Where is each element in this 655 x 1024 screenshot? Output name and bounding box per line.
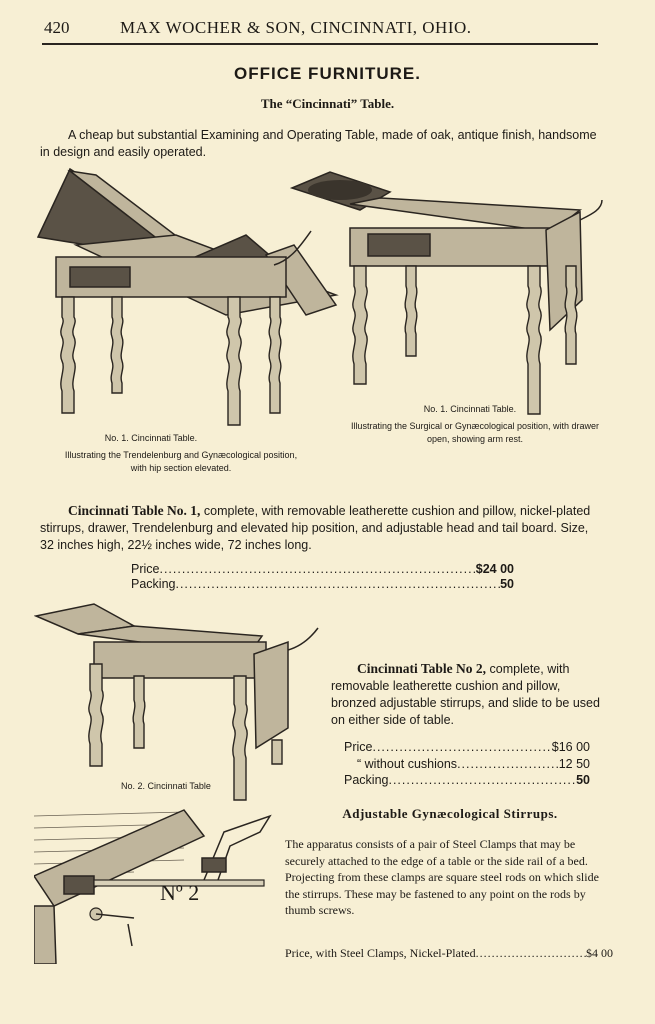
header-rule (42, 43, 598, 45)
table2-price-value: $16 00 (551, 740, 590, 754)
stirrups-title: Adjustable Gynæcological Stirrups. (342, 806, 558, 821)
illustration-table-no2 (34, 600, 324, 805)
stirrups-price-value: $4 00 (586, 946, 613, 960)
section-title: OFFICE FURNITURE. (234, 64, 421, 83)
table2-without-row (357, 757, 590, 771)
table1-paragraph (40, 502, 605, 554)
table1-description: complete, with removable leatherette cushion and pillow, nickel-plated stirrups, drawer, Trendelenburg and elevated hip position, and adjustable head and tail board. Size, 32 inches high, 22½ inches wide, 72 inches long. (40, 504, 591, 552)
stirrups-description: The apparatus consists of a pair of Steel Clamps that may be securely attached to the edge of a table or the side rail of a bed. Projecting from these clamps are square steel rods on which slide the stirrups. These may be fastened to any point on the rods by thumb screws. (285, 837, 599, 917)
table1-price-row (131, 562, 514, 576)
table2-description: complete, with removable leatherette cushion and pillow, bronzed adjustable stirrups, and slide to be used on either side of table. (331, 662, 600, 727)
stirrups-figure-label: Nº 2 (160, 880, 200, 905)
table1-packing-label: Packing (131, 577, 176, 591)
table2-paragraph (331, 660, 607, 729)
caption-left-title: No. 1. Cincinnati Table. (104, 433, 198, 443)
table2-packing-row (344, 773, 590, 787)
caption-right-text: Illustrating the Surgical or Gynæcological position, with drawer open, showing arm rest. (350, 421, 600, 444)
table2-packing-value: 50 (576, 773, 590, 787)
illustration-stirrups (34, 806, 280, 964)
caption-left-text: Illustrating the Trendelenburg and Gynæcological position, with hip section elevated. (64, 450, 298, 473)
caption-right-title: No. 1. Cincinnati Table. (423, 404, 517, 414)
table2-price-row (344, 740, 590, 754)
illustration-table-surgical (290, 170, 610, 415)
subtitle: The “Cincinnati” Table. (260, 96, 395, 111)
table1-price-label: Price (131, 562, 160, 576)
publisher-header: MAX WOCHER & SON, CINCINNATI, OHIO. (120, 18, 472, 37)
table1-name: Cincinnati Table No. 1, (68, 503, 201, 518)
table2-name: Cincinnati Table No 2, (357, 661, 487, 676)
intro-paragraph: A cheap but substantial Examining and Operating Table, made of oak, antique finish, handsome in design and easily operated. (40, 128, 597, 159)
stirrups-price-row (285, 946, 613, 961)
page-number: 420 (44, 18, 70, 37)
table2-without-value: 12 50 (558, 757, 590, 771)
table1-price-value: $24 00 (475, 562, 514, 576)
stirrups-price-label: Price, with Steel Clamps, Nickel-Plated (285, 946, 476, 960)
caption-table2: No. 2. Cincinnati Table (121, 781, 211, 791)
table1-packing-value: 50 (500, 577, 514, 591)
table2-packing-label: Packing (344, 773, 389, 787)
table1-packing-row (131, 577, 514, 591)
table2-without-label: “ without cushions (357, 757, 458, 771)
table2-price-label: Price (344, 740, 373, 754)
